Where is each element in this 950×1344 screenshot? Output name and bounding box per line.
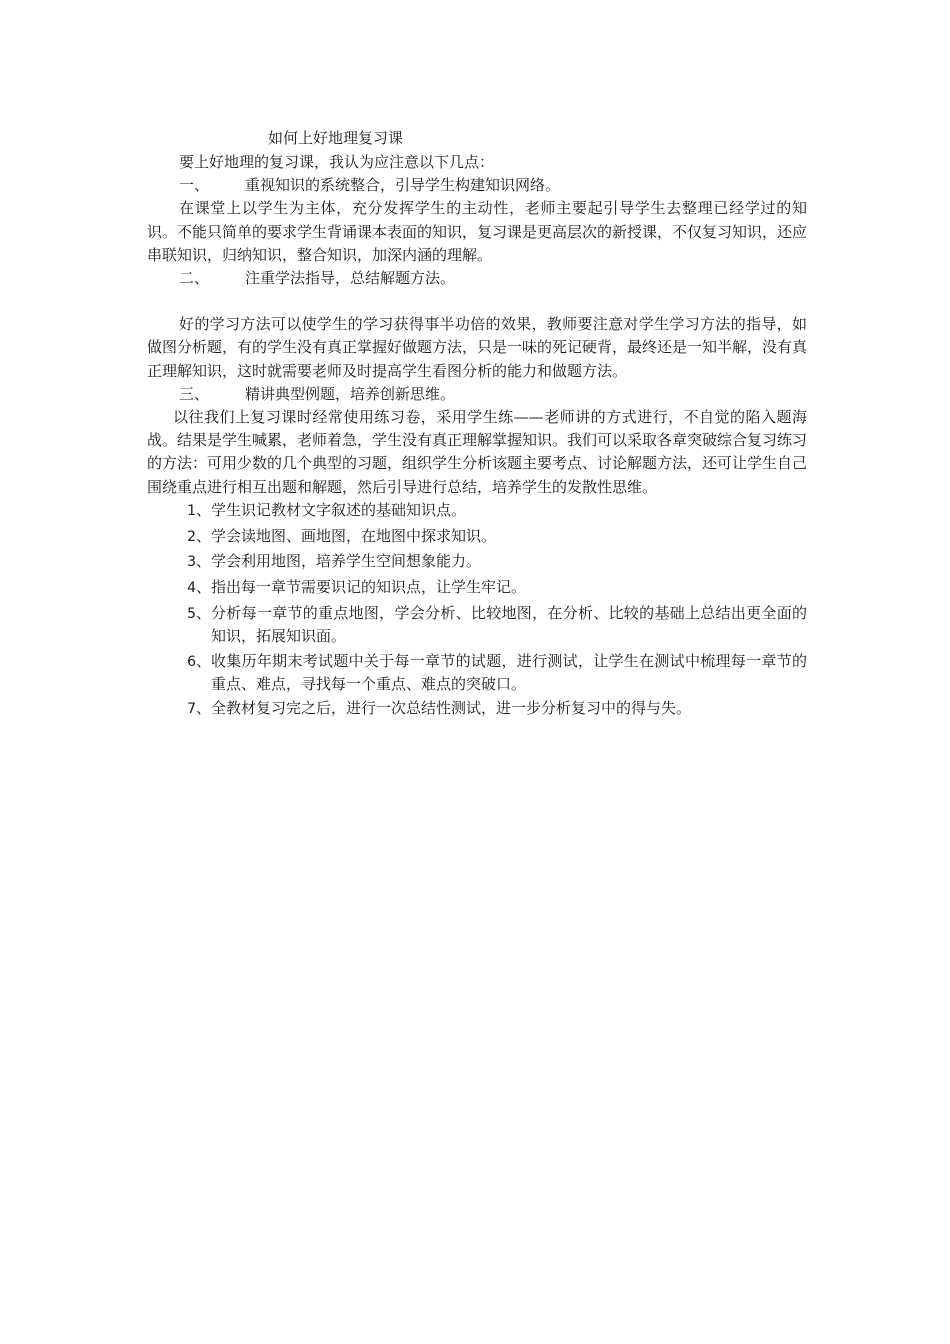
section-heading-text: 注重学法指导，总结解题方法。 — [245, 269, 456, 288]
list-item-text: 分析每一章节的重点地图，学会分析、比较地图，在分析、比较的基础上总结出更全面的知识，拓展知识面。 — [211, 603, 807, 645]
section-heading-3 — [147, 383, 807, 406]
list-item-text: 学会读地图、画地图，在地图中探求知识。 — [211, 526, 497, 545]
list-item-number: 7 — [187, 701, 196, 718]
section-number: 二、 — [179, 269, 210, 288]
list-item-text: 指出每一章节需要识记的知识点，让学生牢记。 — [211, 577, 527, 596]
list-item-number: 3 — [187, 554, 196, 571]
list-item-text: 学生识记教材文字叙述的基础知识点。 — [211, 500, 467, 519]
list-item-number: 1 — [187, 502, 196, 519]
list-item-number: 5 — [187, 605, 196, 622]
blank-line — [147, 290, 807, 313]
section-heading-1 — [147, 174, 807, 197]
section-number: 一、 — [179, 176, 210, 195]
list-separator: 、 — [195, 651, 211, 670]
section-heading-text: 重视知识的系统整合，引导学生构建知识网络。 — [245, 176, 561, 195]
document-title: 如何上好地理复习课 — [268, 129, 404, 147]
numbered-list — [147, 499, 807, 722]
list-item-text: 收集历年期末考试题中关于每一章节的试题，进行测试，让学生在测试中梳理每一章节的重点、难点，寻找每一个重点、难点的突破口。 — [211, 651, 807, 693]
section-paragraph-2: 好的学习方法可以使学生的学习获得事半功倍的效果，教师要注意对学生学习方法的指导，如做图分析题，有的学生没有真正掌握好做题方法，只是一味的死记硬背，最终还是一知半解，没有真正理解知识，这时就需要老师及时提高学生看图分析的能力和做题方法。 — [147, 315, 808, 380]
list-item-number: 6 — [187, 653, 196, 670]
document-body — [147, 151, 807, 723]
list-item — [147, 576, 807, 600]
intro-paragraph: 要上好地理的复习课，我认为应注意以下几点： — [179, 153, 495, 171]
section-heading-text: 精讲典型例题，培养创新思维。 — [245, 384, 456, 403]
list-item — [147, 499, 807, 523]
list-separator: 、 — [195, 526, 211, 545]
list-item — [147, 650, 807, 696]
list-item — [147, 697, 807, 721]
section-heading-2 — [147, 267, 807, 290]
section-paragraph-1: 在课堂上以学生为主体，充分发挥学生的主动性，老师主要起引导学生去整理已经学过的知识。不能只简单的要求学生背诵课本表面的知识，复习课是更高层次的新授课，不仅复习知识，还应串联知识，归纳知识，整合知识，加深内涵的理解。 — [147, 199, 808, 264]
list-item-number: 2 — [187, 528, 196, 545]
list-item-number: 4 — [187, 579, 196, 596]
list-item-text: 学会利用地图，培养学生空间想象能力。 — [211, 552, 482, 571]
list-item-text: 全教材复习完之后，进行一次总结性测试，进一步分析复习中的得与失。 — [211, 699, 692, 718]
list-item — [147, 525, 807, 549]
list-separator: 、 — [195, 500, 211, 519]
list-item — [147, 602, 807, 648]
section-number: 三、 — [179, 384, 210, 403]
list-separator: 、 — [195, 552, 211, 571]
section-paragraph-3: 以往我们上复习课时经常使用练习卷，采用学生练——老师讲的方式进行，不自觉的陷入题海战。结果是学生喊累，老师着急，学生没有真正理解掌握知识。我们可以采取各章突破综合复习练习的方法：可用少数的几个典型的习题，组织学生分析该题主要考点、讨论解题方法，还可让学生自己围绕重点进行相互出题和解题，然后引导进行总结，培养学生的发散性思维。 — [147, 408, 808, 496]
list-item — [147, 550, 807, 574]
list-separator: 、 — [195, 603, 211, 622]
list-separator: 、 — [195, 577, 211, 596]
list-separator: 、 — [195, 699, 211, 718]
